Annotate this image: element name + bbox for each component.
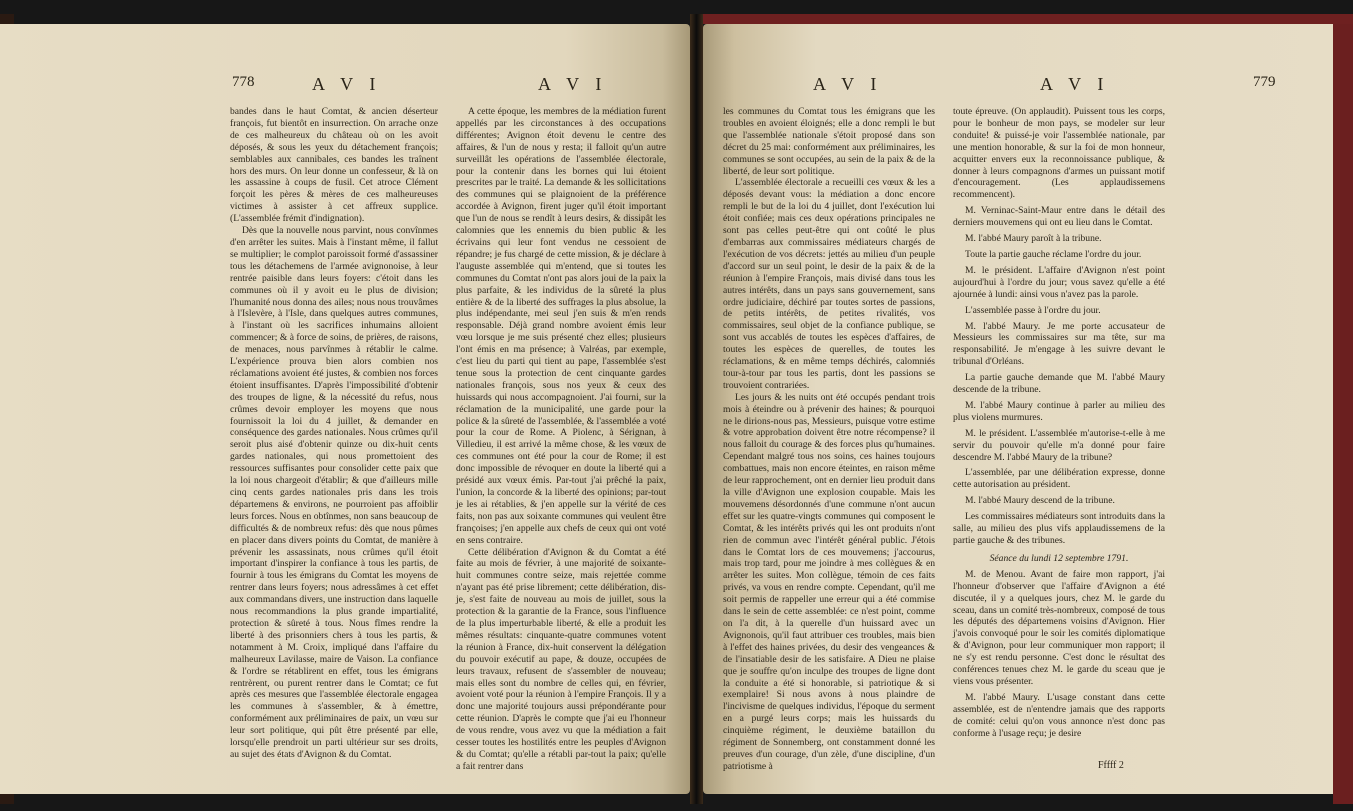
left-page-column-1	[230, 106, 438, 761]
paragraph: M. le président. L'affaire d'Avignon n'est point aujourd'hui à l'ordre du jour; vous savez qu'elle a été ajournée à lundi: ainsi vous n'avez pas la parole.	[953, 264, 1165, 300]
running-head-right-col2: A V I	[1040, 74, 1110, 94]
paragraph: Dès que la nouvelle nous parvint, nous convînmes d'en arrêter les suites. Mais à l'instant même, il fallut se multiplier; le complot paroissoit formé d'assassiner tous les détachemens de l'armée avignonoise, à leur rentrée paisible dans leurs foyers: c'étoit dans les communes où il y avoit eu le plus de division; l'humanité nous donna des ailes; nous nous trouvâmes à l'Islevère, à l'Isle, dans quelques autres communes, à l'instant où les sacrifices inhumains alloient commencer; & à force de soins, de prières, de raisons, de menaces, nous parvînmes à rétablir le calme. L'expérience prouva bien alors combien nos réclamations avoient été justes, & combien nos forces étoient insuffisantes. D'après l'impossibilité d'obtenir des troupes de ligne, & la nécessité du refus, nous crûmes devoir employer les moyens que nous fournissoit la loi du 4 juillet, & demander en conséquence des gardes nationales. Nous crûmes qu'il seroit plus aisé d'obtenir quinze ou dix-huit cents gardes nationales, qui nous promettoient des ressources suffisantes pour consolider cette paix que la loi nous chargeoit d'établir; & que d'ailleurs mille cinq cents gardes nationales pris dans les trois départemens & environs, ne pourroient pas affoiblir leurs forces. Nous en obtînmes, non sans beaucoup de difficultés & de nombreux refus: dès que nous pûmes en placer dans divers points du Comtat, de manière à prévenir les assassinats, nous crûmes qu'il étoit important d'inspirer la confiance à tous les partis, de fournir à tous les émigrans du Comtat les moyens de rentrer dans leurs foyers; nous adressâmes à cet effet aux commandans divers, une instruction dans laquelle nous recommandions la plus grande impartialité, protection & sûreté à tous. Nous fîmes rendre la liberté à des prisonniers chers à tous les partis, & notamment à M. Croix, impliqué dans l'affaire du malheureux Lavilasse, maire de Vaison. La confiance & l'ordre se rétablirent en effet, tous les émigrans rentrèrent, ou purent rentrer dans le Comtat; ce fut après ces mesures que l'assemblée électorale engagea les communes à s'assembler, & à émettre, conformément aux préliminaires de paix, un vœu sur leur sort politique, qui pût être présenté par elle, lorsqu'elle prendroit un parti ultérieur sur ses droits, au sujet des états d'Avignon & du Comtat.	[230, 225, 438, 760]
paragraph: M. l'abbé Maury. Je me porte accusateur de Messieurs les commissaires sur ma tête, sur ma responsabilité. Je m'engage à les suivre devant le tribunal d'Orléans.	[953, 320, 1165, 368]
right-page-column-2	[953, 106, 1165, 740]
paragraph: Cette délibération d'Avignon & du Comtat a été faite au mois de février, à une majorité de soixante-huit communes contre seize, mais rejettée comme n'ayant pas été prise librement; cette délibération, dis-je, s'est faite de nouveau au mois de juillet, sous la protection & la garantie de la France, sous l'influence de la plus imperturbable liberté, & elle a produit les mêmes résultats: cinquante-quatre communes votent la réunion à France, dix-huit conservent la délégation du pouvoir exécutif au pape, & douze, occupées de leurs travaux, refusent de s'assembler de nouveau; mais elles sont du nombre de celles qui, en février, avoient voté pour la réunion à l'empire François. Il y a donc une majorité toujours aussi prépondérante pour cette réunion. D'après le compte que j'ai eu l'honneur de vous rendre, vous avez vu que la médiation a fait cesser toutes les hostilités entre les peuples d'Avignon & du Comtat; qu'elle a rétabli par-tout la paix; qu'elle a fait rentrer dans	[456, 546, 666, 772]
running-head-left-col2: A V I	[538, 74, 608, 94]
paragraph: A cette époque, les membres de la médiation furent appellés par les circonstances à des occupations différentes; Avignon étoit devenu le centre des affaires, & l'un de nous y resta; il falloit qu'un autre surveillât les opérations de l'assemblée électorale, pour la contenir dans les bornes qui lui étoient prescrites par le traité. La demande & les sollicitations des communes qui se plaignoient de la préférence accordée à Avignon, firent juger qu'il étoit important que l'un de nous se rendît à leurs desirs, & dissipât les calomnies que les ennemis du bien public & les écrivains qui leur font vendus ne cessoient de répandre; je fus chargé de cette mission, & je déclare à l'auguste assemblée qui m'entend, que si toutes les communes du Comtat n'ont pas alors joui de la paix la plus parfaite, & les individus de la sûreté la plus entière & de la liberté des suffrages la plus absolue, la plus indépendante, mei seul j'en suis & m'en rends responsable. Déjà grand nombre avoient émis leur vœu lorsque je me suis présenté chez elles; plusieurs l'ont émis en ma présence; à Valréas, par exemple, c'est lieu du parti qui tient au pape, l'assemblée s'est tenue sous la protection de cent cinquante gardes nationales françois, sous nos yeux & ceux des huissards qui nous accompagnoient. J'ai fourni, sur la réclamation de la municipalité, une garde pour la police & la sûreté de l'assemblée, & l'assemblée a voté pour la cour de Rome. A Piolenc, à Sérignan, à Villedieu, il est arrivé la même chose, & les vœux de ces communes ont été pour la cour de Rome; il est donc impossible de révoquer en doute la liberté qui a présidé aux vœux émis. Par-tout j'ai prêché la paix, l'union, la concorde & la liberté des opinions; par-tout je les ai rétablies, & j'en appelle sur la vérité de ces faits, non pas aux soixante communes qui veulent être françoises; j'en appelle aux chefs de ceux qui ont voté en sens contraire.	[456, 106, 666, 546]
running-head-right-col1: A V I	[813, 74, 883, 94]
paragraph: les communes du Comtat tous les émigrans que les troubles en avoient éloignés; elle a donc rempli le but que l'assemblée nationale s'étoit proposé dans son décret du 25 mai: conformément aux préliminaires, les communes se sont occupées, au sein de la paix & de la liberté, de leur sort politique.	[723, 106, 935, 177]
paragraph: La partie gauche demande que M. l'abbé Maury descende de la tribune.	[953, 372, 1165, 396]
paragraph: M. Verninac-Saint-Maur entre dans le détail des derniers mouvemens qui ont eu lieu dans le Comtat.	[953, 205, 1165, 229]
right-page	[703, 24, 1333, 794]
paragraph: M. le président. L'assemblée m'autorise-t-elle à me servir du pouvoir qu'elle m'a donné pour faire descendre M. l'abbé Maury de la tribune?	[953, 427, 1165, 463]
left-page	[0, 24, 690, 794]
paragraph: L'assemblée passe à l'ordre du jour.	[965, 304, 1101, 316]
paragraph: bandes dans le haut Comtat, & ancien déserteur françois, fut bientôt en insurrection. On arrache onze de ces malheureux du château où on les avoit déposés, & sous les yeux du détachement françois; semblables aux cannibales, ces bandes les traînent hors des murs. On leur donne un confesseur, & là on les assassine à coups de fusil. Cet atroce Clément forçoit les pères & mères de ces malheureuses victimes à assister à cet affreux supplice. (L'assemblée frémit d'indignation).	[230, 106, 438, 225]
paragraph: M. l'abbé Maury paroît à la tribune.	[965, 233, 1102, 245]
paragraph: L'assemblée électorale a recueilli ces vœux & les a déposés devant vous: la médiation a donc encore rempli le but de la loi du 4 juillet, dont l'exécution lui étoit confiée; mais ces deux opérations principales ne sont pas celles peut-être qui ont coûté le plus d'embarras aux commissaires médiateurs chargés de l'exécution de vos décrets: jettés au milieu d'un peuple d'accord sur un seul point, le desir de la paix & de la réunion à l'empire François, mais divisé dans tous les autres intérêts, dans un pays sans gouvernement, sans ordre judiciaire, déchiré par toutes sortes de passions, de petits intérêts, de petites rivalités, vos commissaires, seul objet de la confiance publique, se sont vus accablés de toutes les espèces d'affaires, de toutes les espèces de querelles, de toutes les réclamations, & en même temps déchirés, calomniés tour-à-tour par tous les partis, dont les passions se trouvoient contrariées.	[723, 177, 935, 391]
paragraph: M. l'abbé Maury descend de la tribune.	[965, 495, 1115, 507]
right-page-column-1	[723, 106, 935, 773]
paragraph: M. l'abbé Maury. L'usage constant dans cette assemblée, est de n'entendre jamais que des rapports de comité: celui qu'on vous annonce n'est donc pas conforme à l'usage reçu; je desire	[953, 691, 1165, 739]
paragraph: L'assemblée, par une délibération expresse, donne cette autorisation au président.	[953, 467, 1165, 491]
book-gutter	[690, 14, 703, 804]
paragraph: Toute la partie gauche réclame l'ordre du jour.	[965, 248, 1142, 260]
page-number-right: 779	[1253, 74, 1276, 90]
paragraph: toute épreuve. (On applaudit). Puissent tous les corps, pour le bonheur de mon pays, se modeler sur leur conduite! & puissé-je voir l'assemblée nationale, par une mention honorable, & sur la foi de mon honneur, acquitter envers eux la reconnoissance publique, & donner à leurs compagnons d'armes un puissant motif d'encouragement. (Les applaudissemens recommencent).	[953, 106, 1165, 201]
paragraph: M. l'abbé Maury continue à parler au milieu des plus violens murmures.	[953, 399, 1165, 423]
running-head-left-col1: A V I	[312, 74, 382, 94]
page-number-left: 778	[232, 74, 255, 90]
catchword: Fffff 2	[1098, 760, 1124, 771]
session-heading: Séance du lundi 12 septembre 1791.	[989, 552, 1129, 564]
cover-edge-top	[700, 14, 1353, 24]
paragraph: M. de Menou. Avant de faire mon rapport, j'ai l'honneur d'observer que l'affaire d'Avignon a été discutée, il y a quelques jours, chez M. le garde du sceau, dans un comité très-nombreux, composé de tous les députés des départemens voisins d'Avignon. Hier j'avois convoqué pour le soir les comités diplomatique & d'Avignon, pour leur communiquer mon rapport; il ne s'y est rendu personne. C'est donc le résultat des conférences tenues chez M. le garde du sceau que je viens vous présenter.	[953, 568, 1165, 687]
cover-edge-right	[1333, 14, 1353, 804]
left-page-column-2	[456, 106, 666, 773]
paragraph: Les commissaires médiateurs sont introduits dans la salle, au milieu des plus vifs applaudissemens de la partie gauche & des tribunes.	[953, 511, 1165, 546]
paragraph: Les jours & les nuits ont été occupés pendant trois mois à éteindre ou à prévenir des haines; & pourquoi ne le dirions-nous pas, Messieurs, puisque votre estime & votre approbation doivent être notre récompense? il nous falloit du courage & des forces plus qu'humaines. Cependant malgré tous nos soins, ces haines toujours combattues, mais non encore éteintes, en raison même de leur rapprochement, ont en dernier lieu produit dans la ville d'Avignon une explosion coupable. Mais les mouvemens désordonnés d'une commune n'ont aucun effet sur les quatre-vingts communes qui composent le Comtat, & les intérêts privés qui les ont produits n'ont rien de commun avec l'intérêt général public. J'étois dans le Comtat lors de ces mouvemens; j'accourus, mais trop tard, pour me joindre à mes collègues & en arrêter les suites. Mon collègue, témoin de ces faits privés, va vous en rendre compte. Cependant, qu'il me soit permis de rappeller une erreur qui a été commise dans le sein de cette assemblée: ce n'est point, comme on l'a dit, à la querelle d'un huissard avec un Avignonois, qu'il faut attribuer ces troubles, mais bien à l'effet des haines privées, du desir des vengeances & de l'insatiable desir de les satisfaire. A Dieu ne plaise que je souffre qu'on inculpe des troupes de ligne dont la conduite a été si honorable, si patriotique & si exemplaire! Si nous avons à nous plaindre de l'incivisme de quelques individus, l'époque du serment en a purgé leurs corps; mais les huissards du cinquième régiment, le deuxième bataillon du régiment de Sonnemberg, ont constamment donné les preuves d'un courage, d'un zèle, d'une discipline, d'un patriotisme à	[723, 391, 935, 772]
